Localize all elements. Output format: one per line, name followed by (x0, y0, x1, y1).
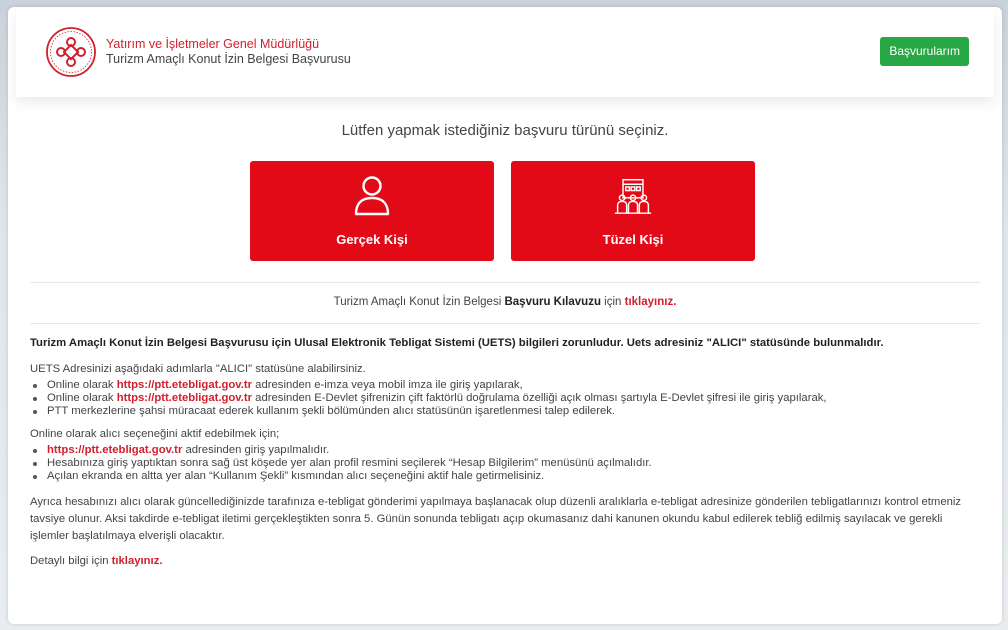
detail-link[interactable]: tıklayınız. (111, 555, 163, 567)
detail-prefix: Detaylı bilgi için (30, 555, 112, 567)
list-item (30, 444, 980, 457)
person-icon (353, 175, 391, 217)
legal-entity-button[interactable] (511, 161, 755, 261)
real-person-label: Gerçek Kişi (336, 232, 408, 247)
steps-title: UETS Adresinizi aşağıdaki adımlarla "ALICI" statüsüne alabilirsiniz. (30, 363, 366, 375)
etebligat-link[interactable]: https://ptt.etebligat.gov.tr (116, 379, 253, 391)
step-text: Online olarak (47, 379, 117, 391)
step-text: Hesabınıza giriş yaptıktan sonra sağ üst köşede yer alan profil resmini seçilerek “Hesap Bilgilerim” menüsünü açılmalıdır. (47, 457, 652, 469)
list-item (30, 470, 980, 483)
guide-title: Başvuru Kılavuzu (504, 296, 601, 308)
step-text: adresinden giriş yapılmalıdır. (182, 444, 330, 456)
step-text: PTT merkezlerine şahsi müracaat ederek kullanım şekli bölümünden alıcı statüsünün işaretlenmesi talep edilerek. (47, 405, 616, 417)
selection-prompt: Lütfen yapmak istediğiniz başvuru türünü seçiniz. (341, 122, 669, 139)
ministry-logo-icon (44, 25, 98, 79)
etebligat-link[interactable]: https://ptt.etebligat.gov.tr (47, 444, 183, 456)
header (16, 7, 994, 97)
guide-prefix: Turizm Amaçlı Konut İzin Belgesi (333, 296, 505, 308)
guide-line (8, 296, 1002, 308)
real-person-button[interactable] (250, 161, 494, 261)
app-name: Turizm Amaçlı Konut İzin Belgesi Başvurusu (106, 52, 351, 66)
guide-link[interactable]: tıklayınız. (624, 296, 677, 308)
online-title: Online olarak alıcı seçeneğini aktif edebilmek için; (30, 428, 280, 440)
uets-info (30, 336, 980, 569)
etebligat-link[interactable]: https://ptt.etebligat.gov.tr (116, 392, 253, 404)
steps-list (30, 379, 980, 418)
main-card (8, 7, 1002, 624)
detail-line (30, 554, 980, 569)
uets-intro: Turizm Amaçlı Konut İzin Belgesi Başvurusu için Ulusal Elektronik Tebligat Sistemi (UETS) bilgileri zorunludur. Uets adresiniz "ALICI" statüsünde bulunmalıdır. (30, 337, 884, 349)
divider (30, 323, 980, 324)
step-text: adresinden e-imza veya mobil imza ile giriş yapılarak, (252, 379, 523, 391)
list-item (30, 457, 980, 470)
step-text: Online olarak (47, 392, 117, 404)
step-text: adresinden E-Devlet şifrenizin çift faktörlü doğrulama özelliği açık olması şartıyla E-Devlet şifresi ile giriş yapılarak, (252, 392, 827, 404)
org-name: Yatırım ve İşletmeler Genel Müdürlüğü (106, 37, 320, 51)
list-item (30, 405, 980, 418)
extra-paragraph: Ayrıca hesabınızı alıcı olarak güncellediğinizde tarafınıza e-tebligat gönderimi yapılmaya başlanacak olup düzenli aralıklarla e-tebligat adresinize gönderilen tebligatlarınızı kontrol etmeniz tavsiye olunur. Aksi takdirde e-tebligat iletimi gerçekleştikten sonra 5. Günün sonunda tebligatı açıp okumasanız dahi kanunen okundu kabul edilerek tebliğ edilmiş sayılacak ve gerekli işlemler başlatılmaya elverişli olacaktır. (30, 496, 962, 542)
online-steps-list (30, 444, 980, 483)
legal-entity-label: Tüzel Kişi (602, 232, 664, 247)
my-applications-button[interactable]: Başvurularım (880, 37, 969, 66)
list-item (30, 392, 980, 405)
step-text: Açılan ekranda en altta yer alan “Kullanım Şekli” kısmından alıcı seçeneğini aktif hale getirmelisiniz. (47, 470, 545, 482)
guide-middle: için (600, 296, 625, 308)
building-people-icon (614, 175, 652, 217)
divider (30, 282, 980, 283)
list-item (30, 379, 980, 392)
